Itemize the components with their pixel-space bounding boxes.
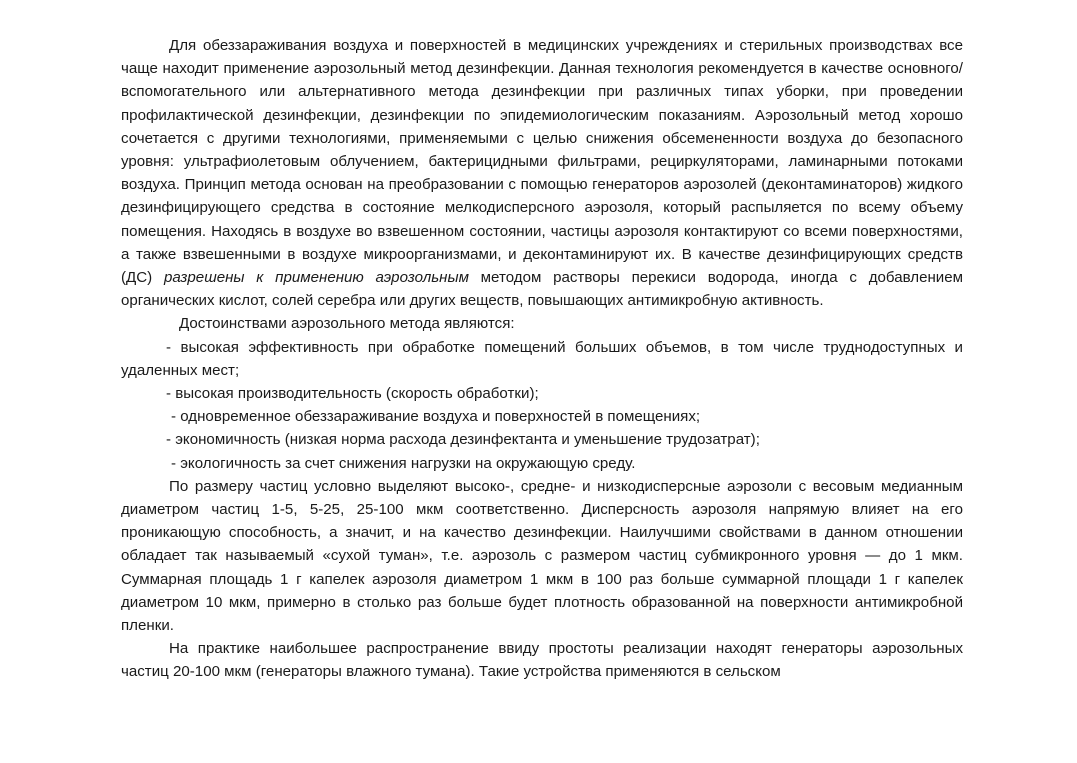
list-item: - экологичность за счет снижения нагрузки на окружающую среду. bbox=[171, 454, 636, 472]
list-item: - высокая эффективность при обработке помещений больших объемов, в том числе труднодоступных и удаленных мест; bbox=[121, 338, 963, 379]
paragraph-intro bbox=[121, 34, 963, 312]
paragraph-intro-text-end: методом растворы перекиси водорода, иногда с добавлением органических кислот, солей серебра или других веществ, повышающих антимикробную активность. bbox=[121, 269, 964, 310]
list-item: - высокая производительность (скорость обработки); bbox=[166, 385, 539, 403]
list-item: - одновременное обеззараживание воздуха и поверхностей в помещениях; bbox=[171, 408, 701, 426]
document-page bbox=[121, 34, 963, 684]
paragraph-intro-italic: разрешены к применению аэрозольным bbox=[163, 269, 469, 287]
paragraph-particle-size: По размеру частиц условно выделяют высоко-, средне- и низкодисперсные аэрозоли с весовым медианным диаметром частиц 1-5, 5-25, 25-100 мкм соответственно. Дисперсность аэрозоля напрямую влияет на его проникающую способность, а значит, и на качество дезинфекции. Наилучшими свойствами в данном отношении обладает так называемый «сухой туман», т.е. аэрозоль с размером частиц субмикронного уровня — до 1 мкм. Суммарная площадь 1 г капелек аэрозоля диаметром 1 мкм в 100 раз больше суммарной площади 1 г капелек диаметром 10 мкм, примерно в столько раз больше будет плотность образованной на поверхности антимикробной пленки. bbox=[121, 477, 963, 635]
paragraph-practice: На практике наибольшее распространение ввиду простоты реализации находят генераторы аэрозольных частиц 20-100 мкм (генераторы влажного тумана). Такие устройства применяются в сельском bbox=[121, 640, 963, 681]
paragraph-intro-text: Для обеззараживания воздуха и поверхностей в медицинских учреждениях и стерильных производствах все чаще находит применение аэрозольный метод дезинфекции. Данная технология рекомендуется в качестве основного/вспомогательного или альтернативного метода дезинфекции при различных типах уборки, при проведении профилактической дезинфекции, дезинфекции по эпидемиологическим показаниям. Аэрозольный метод хорошо сочетается с другими технологиями, применяемыми с целью снижения обсемененности воздуха до безопасного уровня: ультрафиолетовым облучением, бактерицидными фильтрами, рециркуляторами, ламинарными потоками воздуха. Принцип метода основан на преобразовании с помощью генераторов аэрозолей (деконтаминаторов) жидкого дезинфицирующего средства в состояние мелкодисперсного аэрозоля, который распыляется по всему объему помещения. Находясь в воздухе во взвешенном состоянии, частицы аэрозоля контактируют со всеми поверхностями, а также взвешенными в воздухе микроорганизмами, и деконтаминируют их. В качестве дезинфицирующих средств (ДС) bbox=[121, 37, 963, 287]
advantages-heading: Достоинствами аэрозольного метода являются: bbox=[179, 315, 515, 333]
list-item: - экономичность (низкая норма расхода дезинфектанта и уменьшение трудозатрат); bbox=[166, 431, 760, 449]
